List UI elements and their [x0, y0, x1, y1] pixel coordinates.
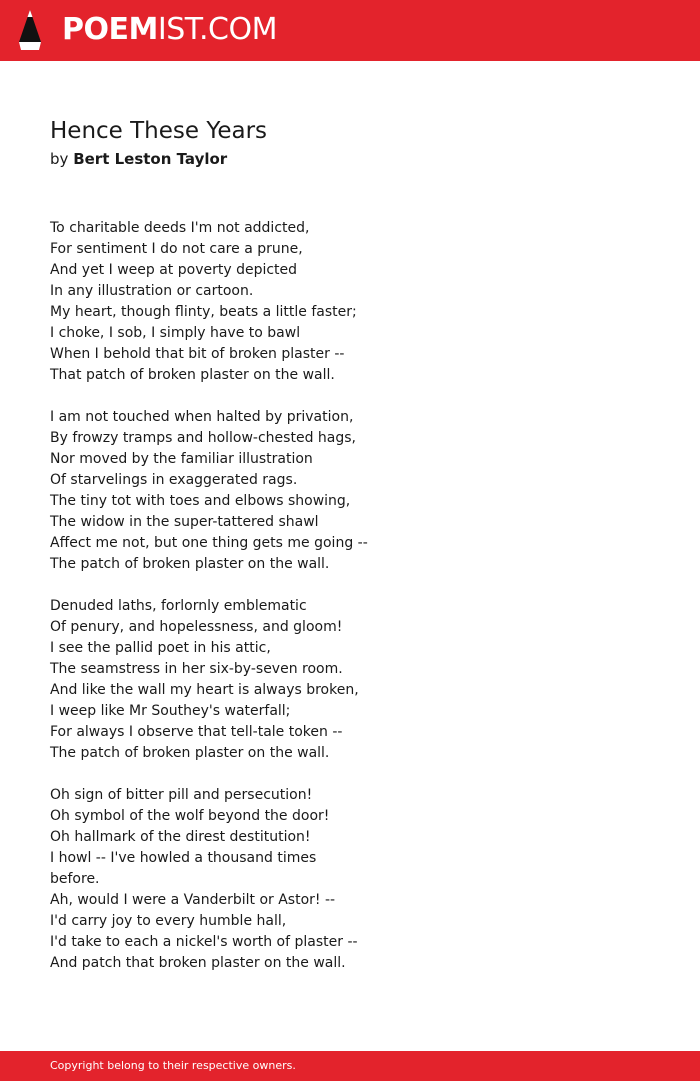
- poem-line: For sentiment I do not care a prune,: [50, 241, 303, 257]
- poem-line: To charitable deeds I'm not addicted,: [50, 220, 310, 236]
- stanza: [50, 596, 380, 764]
- site-logo[interactable]: [62, 11, 277, 49]
- poem-line: The patch of broken plaster on the wall.: [50, 556, 330, 572]
- pencil-icon[interactable]: [18, 9, 42, 51]
- site-footer: [0, 1051, 700, 1081]
- poem-line: The widow in the super-tattered shawl: [50, 514, 319, 530]
- poem-line: Oh hallmark of the direst destitution!: [50, 829, 311, 845]
- byline: [50, 148, 227, 170]
- poem-line: And patch that broken plaster on the wall.: [50, 955, 346, 971]
- copyright-notice: Copyright belong to their respective owners.: [50, 1059, 296, 1072]
- poem-line: In any illustration or cartoon.: [50, 283, 254, 299]
- poem-line: And yet I weep at poverty depicted: [50, 262, 298, 278]
- poem-line: The patch of broken plaster on the wall.: [50, 745, 330, 761]
- poem-line: Denuded laths, forlornly emblematic: [50, 598, 307, 614]
- poem-line: Of penury, and hopelessness, and gloom!: [50, 619, 343, 635]
- stanza: [50, 407, 380, 575]
- poem-line: Affect me not, but one thing gets me going --: [50, 535, 368, 551]
- poem-line: The tiny tot with toes and elbows showing,: [50, 493, 351, 509]
- logo-text-bold: POEM: [62, 12, 158, 47]
- poem-line: I'd take to each a nickel's worth of plaster --: [50, 934, 358, 950]
- logo-text-light: IST.COM: [157, 12, 277, 47]
- poem-line: I howl -- I've howled a thousand times: [50, 850, 317, 866]
- poem-line: Ah, would I were a Vanderbilt or Astor! --: [50, 892, 336, 908]
- site-header: [0, 0, 700, 61]
- poem-line: And like the wall my heart is always broken,: [50, 682, 359, 698]
- poem-body: [50, 218, 380, 995]
- poem-line: The seamstress in her six-by-seven room.: [50, 661, 343, 677]
- poem-line: When I behold that bit of broken plaster --: [50, 346, 345, 362]
- author-name: Bert Leston Taylor: [73, 150, 228, 168]
- poem-line: I'd carry joy to every humble hall,: [50, 913, 287, 929]
- poem-line: I weep like Mr Southey's waterfall;: [50, 703, 291, 719]
- poem-line: I am not touched when halted by privation,: [50, 409, 354, 425]
- poem-line: Nor moved by the familiar illustration: [50, 451, 313, 467]
- poem-line: My heart, though flinty, beats a little faster;: [50, 304, 357, 320]
- poem-line: Of starvelings in exaggerated rags.: [50, 472, 298, 488]
- poem-line: Oh sign of bitter pill and persecution!: [50, 787, 313, 803]
- poem-line: That patch of broken plaster on the wall.: [50, 367, 335, 383]
- stanza: [50, 218, 380, 386]
- stanza: [50, 785, 380, 974]
- poem-line: Oh symbol of the wolf beyond the door!: [50, 808, 330, 824]
- by-label: by: [50, 150, 69, 168]
- poem-title: Hence These Years: [50, 118, 268, 144]
- poem-line: For always I observe that tell-tale token --: [50, 724, 343, 740]
- poem-line: By frowzy tramps and hollow-chested hags,: [50, 430, 356, 446]
- poem-line: before.: [50, 871, 100, 887]
- poem-line: I choke, I sob, I simply have to bawl: [50, 325, 301, 341]
- poem-line: I see the pallid poet in his attic,: [50, 640, 271, 656]
